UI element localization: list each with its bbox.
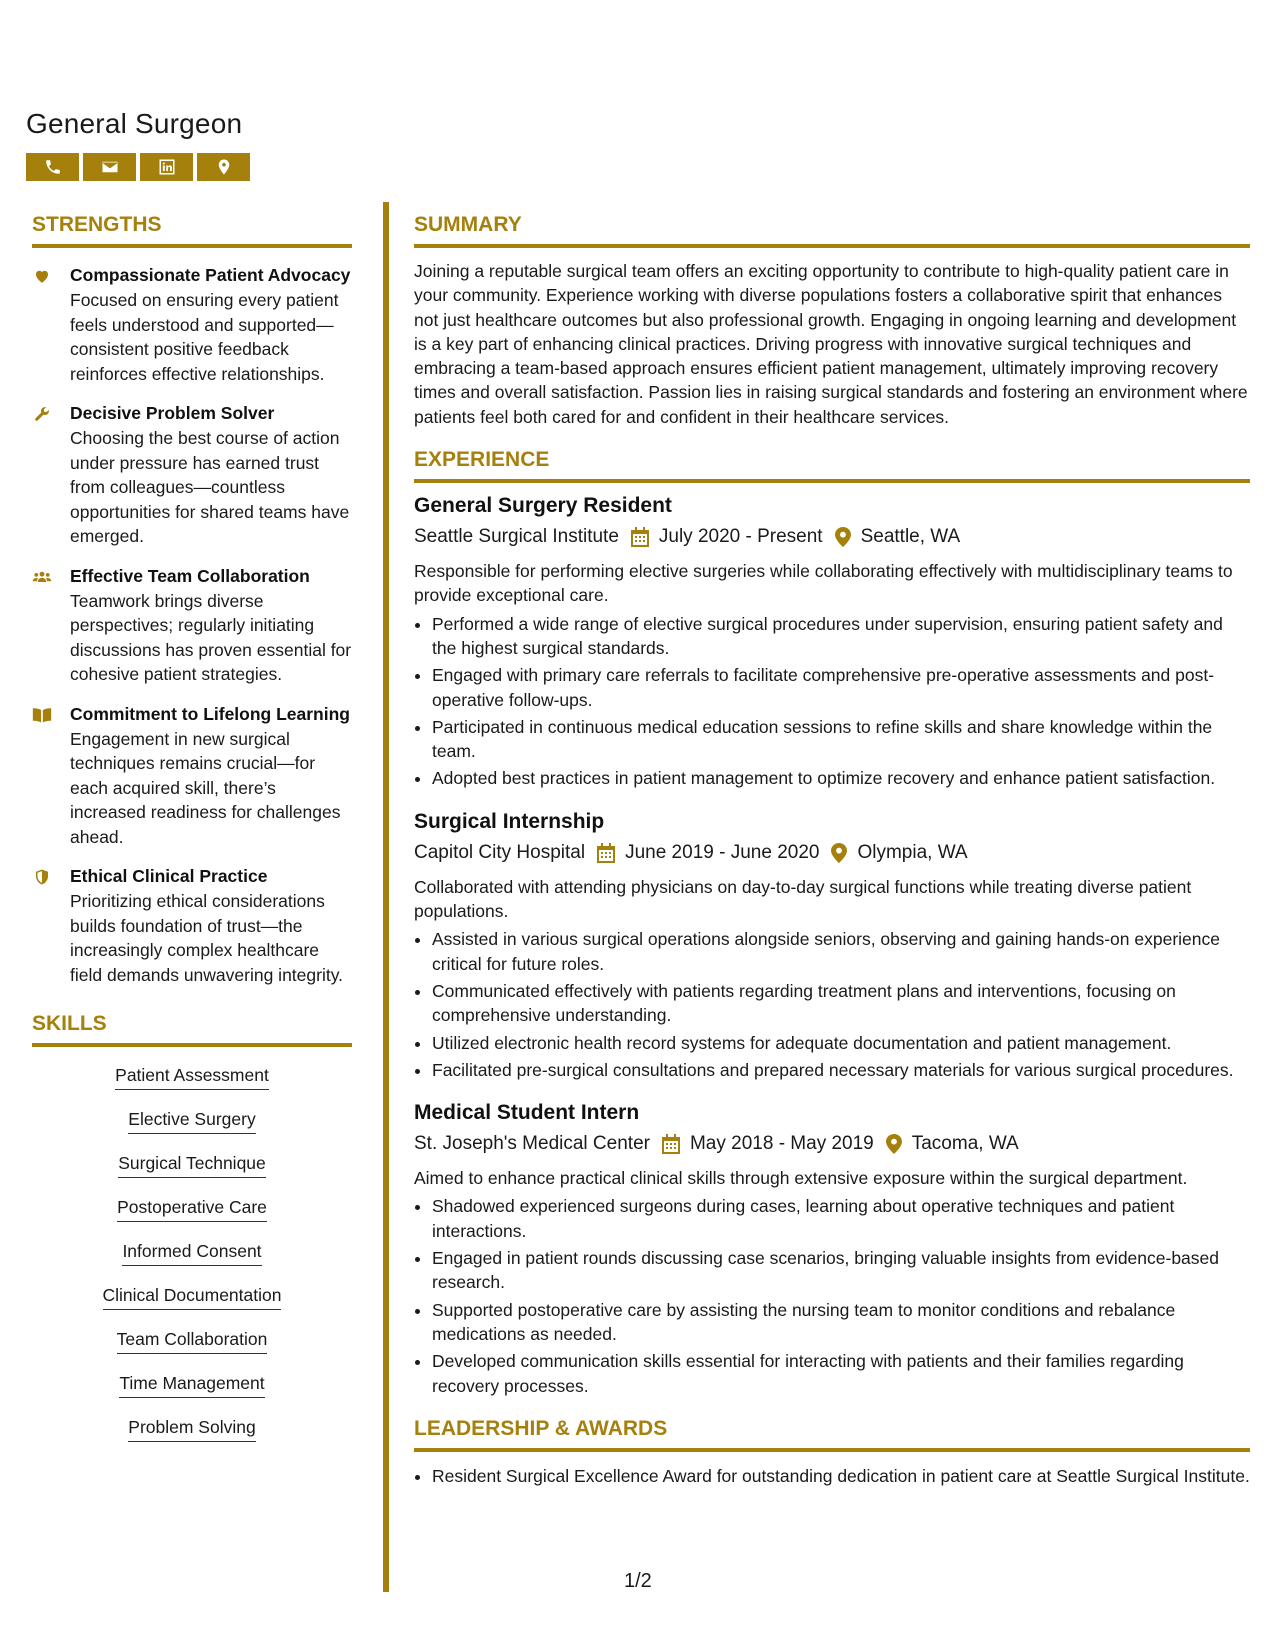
- page-title: General Surgeon: [26, 108, 243, 139]
- calendar-icon: [597, 843, 615, 863]
- bullet-item: • Engaged with primary care referrals to facilitate comprehensive pre-operative assessments and post-operative follow-ups.: [432, 663, 1250, 712]
- experience-heading: EXPERIENCE: [414, 447, 1250, 483]
- skill-item: Time Management: [119, 1371, 264, 1398]
- email-button[interactable]: [83, 153, 136, 181]
- strength-item: [32, 403, 352, 549]
- bullet-item: • Adopted best practices in patient management to optimize recovery and enhance patient satisfaction.: [432, 766, 1250, 790]
- job-dates: June 2019 - June 2020: [625, 841, 820, 863]
- summary-heading: SUMMARY: [414, 212, 1250, 248]
- strength-item: [32, 866, 352, 987]
- calendar-icon: [662, 1134, 680, 1154]
- bullet-item: • Shadowed experienced surgeons during cases, learning about operative techniques and patient interactions.: [432, 1194, 1250, 1243]
- job-title: Surgical Internship: [414, 809, 605, 833]
- skill-item: Clinical Documentation: [103, 1283, 282, 1310]
- strength-title: Effective Team Collaboration: [70, 565, 310, 586]
- strength-title: Compassionate Patient Advocacy: [70, 265, 351, 285]
- left-column: [32, 212, 352, 1459]
- shield-icon: [32, 868, 52, 886]
- column-divider: [383, 202, 389, 1592]
- job-bullets: [414, 927, 1250, 1082]
- job-title: Medical Student Intern: [414, 1101, 640, 1125]
- right-column: [414, 212, 1250, 1491]
- page-number: 1/2: [624, 1570, 652, 1592]
- strength-item: [32, 704, 352, 850]
- location-pin-icon: [886, 1134, 902, 1154]
- job-entry: [414, 809, 1250, 1082]
- location-pin-icon: [215, 158, 233, 176]
- skills-list: [32, 1063, 352, 1459]
- skill-item: Problem Solving: [128, 1415, 255, 1442]
- skill-item: Elective Surgery: [128, 1107, 255, 1134]
- job-company: St. Joseph's Medical Center: [414, 1133, 650, 1155]
- strength-desc: Choosing the best course of action under pressure has earned trust from colleagues—countless opportunities for shared teams have emerged.: [70, 428, 350, 546]
- location-pin-icon: [831, 843, 847, 863]
- contact-bar: [26, 153, 250, 181]
- calendar-icon: [631, 527, 649, 547]
- job-title: General Surgery Resident: [414, 494, 672, 518]
- job-meta: [414, 840, 1250, 866]
- job-entry: [414, 493, 1250, 791]
- award-item: • Resident Surgical Excellence Award for outstanding dedication in patient care at Seattle Surgical Institute.: [432, 1464, 1250, 1488]
- strength-title: Commitment to Lifelong Learning: [70, 703, 350, 724]
- strengths-heading: STRENGTHS: [32, 212, 352, 248]
- phone-button[interactable]: [26, 153, 79, 181]
- strength-desc: Focused on ensuring every patient feels understood and supported—consistent positive feedback reinforces effective relationships.: [70, 290, 339, 384]
- job-company: Capitol City Hospital: [414, 841, 586, 863]
- bullet-item: • Participated in continuous medical education sessions to refine skills and share knowledge within the team.: [432, 715, 1250, 764]
- skill-item: Patient Assessment: [115, 1063, 269, 1090]
- bullet-item: • Assisted in various surgical operations alongside seniors, observing and gaining hands-on experience critical for future roles.: [432, 927, 1250, 976]
- strength-item: [32, 566, 352, 687]
- location-button[interactable]: [197, 153, 250, 181]
- strength-desc: Prioritizing ethical considerations builds foundation of trust—the increasingly complex healthcare field demands unwavering integrity.: [70, 891, 344, 985]
- summary-text: Joining a reputable surgical team offers an exciting opportunity to contribute to high-quality patient care in your community. Experience working with diverse populations fosters a collaborative spirit that enhances not just healthcare outcomes but also professional growth. Engaging in ongoing learning and development is a key part of enhancing clinical practices. Driving progress with innovative surgical techniques and embracing a team-based approach ensures efficient patient management, ultimately improving recovery times and overall satisfaction. Passion lies in raising surgical standards and fostering an environment where patients feel both cared for and confident in their healthcare services.: [414, 261, 1248, 427]
- strength-desc: Engagement in new surgical techniques remains crucial—for each acquired skill, there’s increased readiness for challenges ahead.: [70, 728, 341, 847]
- wrench-icon: [32, 405, 52, 423]
- strength-title: Decisive Problem Solver: [70, 403, 275, 423]
- job-desc: Aimed to enhance practical clinical skills through extensive exposure within the surgical department.: [414, 1168, 1188, 1189]
- skills-heading: SKILLS: [32, 1011, 352, 1047]
- skill-item: Team Collaboration: [117, 1327, 268, 1354]
- heart-icon: [32, 267, 52, 285]
- bullet-item: • Utilized electronic health record systems for adequate documentation and patient management.: [432, 1031, 1250, 1055]
- job-meta: [414, 1131, 1250, 1157]
- location-pin-icon: [835, 527, 851, 547]
- job-meta: [414, 524, 1250, 550]
- linkedin-button[interactable]: [140, 153, 193, 181]
- book-icon: [32, 706, 52, 724]
- bullet-item: • Facilitated pre-surgical consultations and prepared necessary materials for various surgical procedures.: [432, 1058, 1250, 1082]
- job-dates: July 2020 - Present: [658, 526, 823, 548]
- leadership-heading: LEADERSHIP & AWARDS: [414, 1416, 1250, 1452]
- job-desc: Collaborated with attending physicians on day-to-day surgical functions while treating diverse patient populations.: [414, 876, 1192, 922]
- bullet-item: • Engaged in patient rounds discussing case scenarios, bringing valuable insights from evidence-based research.: [432, 1246, 1250, 1295]
- job-desc: Responsible for performing elective surgeries while collaborating effectively with multidisciplinary teams to provide exceptional care.: [414, 561, 1233, 606]
- bullet-item: • Supported postoperative care by assisting the nursing team to monitor conditions and rebalance medications as needed.: [432, 1298, 1250, 1347]
- job-bullets: [414, 612, 1250, 791]
- linkedin-icon: [158, 158, 176, 176]
- envelope-icon: [101, 158, 119, 176]
- strength-item: [32, 265, 352, 386]
- skill-item: Surgical Technique: [118, 1151, 266, 1178]
- job-location: Seattle, WA: [860, 526, 961, 548]
- users-icon: [32, 568, 52, 586]
- phone-icon: [44, 158, 62, 176]
- strength-title: Ethical Clinical Practice: [70, 866, 268, 886]
- job-entry: [414, 1100, 1250, 1398]
- bullet-item: • Developed communication skills essential for interacting with patients and their families regarding recovery processes.: [432, 1349, 1250, 1398]
- strength-desc: Teamwork brings diverse perspectives; regularly initiating discussions has proven essential for cohesive patient strategies.: [70, 590, 352, 684]
- skill-item: Informed Consent: [122, 1239, 261, 1266]
- bullet-item: • Communicated effectively with patients regarding treatment plans and interventions, focusing on comprehensive understanding.: [432, 979, 1250, 1028]
- job-bullets: [414, 1194, 1250, 1397]
- job-dates: May 2018 - May 2019: [689, 1133, 874, 1155]
- job-location: Tacoma, WA: [911, 1133, 1019, 1155]
- leadership-list: [414, 1464, 1250, 1488]
- bullet-item: • Performed a wide range of elective surgical procedures under supervision, ensuring patient safety and the highest surgical standards.: [432, 612, 1250, 661]
- skill-item: Postoperative Care: [117, 1195, 267, 1222]
- job-location: Olympia, WA: [857, 841, 968, 863]
- job-company: Seattle Surgical Institute: [414, 526, 619, 548]
